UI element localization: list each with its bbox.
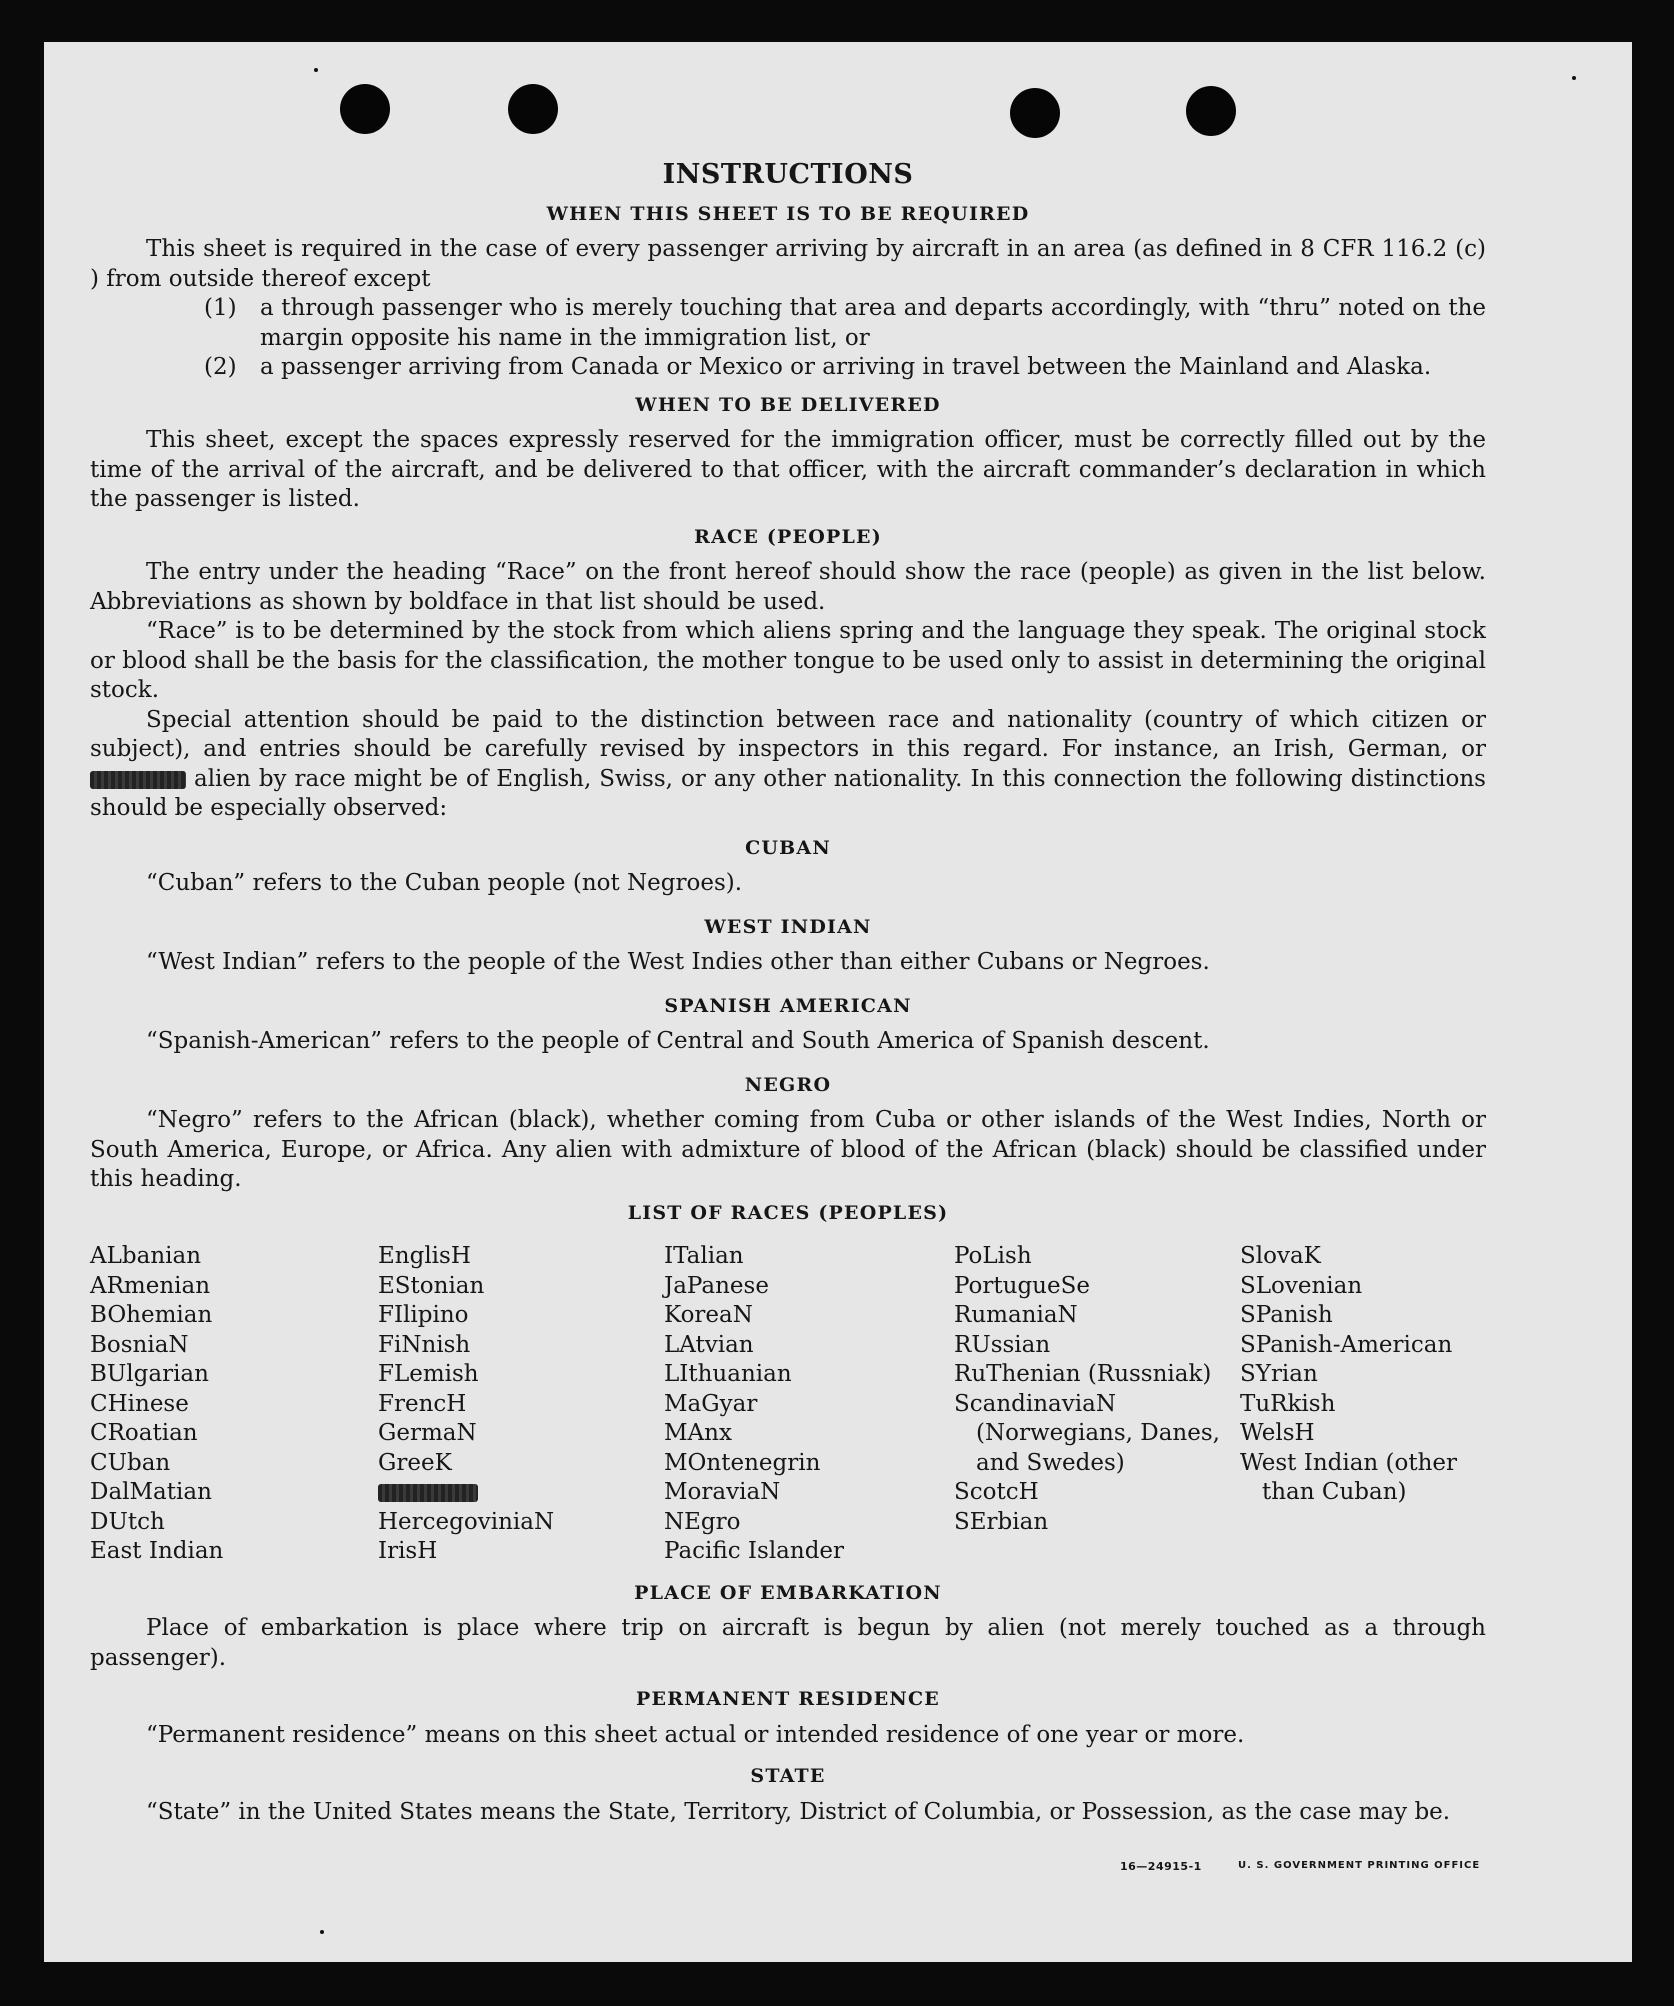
race-item: GermaN — [378, 1420, 477, 1446]
race-item: ScandinaviaN (Norwegians, Danes, and Swedes) — [954, 1390, 1220, 1476]
race-item: CRoatian — [90, 1420, 198, 1446]
race-item: CHinese — [90, 1390, 189, 1417]
race-item: Pacific Islander — [664, 1538, 845, 1564]
race-item: KoreaN — [664, 1302, 753, 1328]
race-item: BOhemian — [90, 1302, 213, 1328]
instructions-content — [90, 160, 1486, 1827]
item-number: (2) — [204, 354, 237, 380]
race-item: HercegoviniaN — [378, 1508, 555, 1535]
race-paragraph-2: “Race” is to be determined by the stock from which aliens spring and the language they speak. The original stock or blood shall be the basis for the classification, the mother tongue to be used only to assist in determining the original stock. — [90, 618, 1486, 703]
race-item: MaGyar — [664, 1390, 758, 1417]
race-item: FLemish — [378, 1361, 479, 1387]
race-item: SYrian — [1240, 1361, 1318, 1387]
race-item: DalMatian — [90, 1479, 212, 1505]
race-item: West Indian (other than Cuban) — [1240, 1449, 1458, 1505]
cuban-text: “Cuban” refers to the Cuban people (not Negroes). — [146, 870, 743, 896]
race-item: SPanish — [1240, 1302, 1333, 1328]
races-column-1 — [90, 1242, 378, 1567]
race-paragraph-1: The entry under the heading “Race” on the front hereof should show the race (people) as given in the list below. Abbreviations as shown by boldface in that list should be used. — [90, 559, 1486, 615]
required-intro: This sheet is required in the case of every passenger arriving by aircraft in an area (as defined in 8 CFR 116.2 (c) ) from outside thereof except — [90, 236, 1486, 292]
form-sheet — [44, 42, 1632, 1962]
race-item: EnglisH — [378, 1243, 471, 1269]
race-item: SPanish-American — [1240, 1331, 1453, 1358]
race-item: LAtvian — [664, 1331, 754, 1358]
race-item: FiNnish — [378, 1331, 471, 1358]
list-item — [204, 353, 1486, 383]
state-text: “State” in the United States means the State, Territory, District of Columbia, or Possession, as the case may be. — [146, 1798, 1451, 1825]
punch-hole — [1010, 88, 1060, 138]
race-item: CUban — [90, 1449, 171, 1476]
race-item: EStonian — [378, 1272, 485, 1299]
race-item: PoLish — [954, 1243, 1032, 1269]
race-item: TuRkish — [1240, 1390, 1336, 1417]
race-item: NEgro — [664, 1508, 741, 1535]
race-item: SErbian — [954, 1508, 1049, 1535]
heading-required: WHEN THIS SHEET IS TO BE REQUIRED — [546, 202, 1030, 225]
race-item: BUlgarian — [90, 1361, 209, 1387]
heading-state: STATE — [750, 1765, 826, 1787]
race-paragraph-3-end: alien by race might be of English, Swiss, or any other nationality. In this connection the following distinctions should be especially observed: — [90, 765, 1486, 821]
race-item: PortugueSe — [954, 1272, 1090, 1299]
embarkation-text: Place of embarkation is place where trip on aircraft is begun by alien (not merely touched as a through passenger). — [90, 1615, 1486, 1671]
race-item: MAnx — [664, 1420, 732, 1446]
heading-west-indian: WEST INDIAN — [704, 915, 872, 938]
heading-cuban: CUBAN — [745, 836, 831, 859]
item-text: a passenger arriving from Canada or Mexico or arriving in travel between the Mainland and Alaska. — [260, 354, 1432, 380]
race-item: FIlipino — [378, 1302, 469, 1328]
heading-embarkation: PLACE OF EMBARKATION — [634, 1581, 942, 1604]
punch-hole — [340, 84, 390, 134]
punch-hole — [1186, 86, 1236, 136]
redaction-mark — [90, 771, 186, 789]
race-item: East Indian — [90, 1538, 224, 1564]
heading-list-of-races: LIST OF RACES (PEOPLES) — [627, 1201, 949, 1224]
west-indian-text: “West Indian” refers to the people of the West Indies other than either Cubans or Negroes. — [146, 949, 1210, 975]
races-column-5 — [1240, 1242, 1486, 1567]
race-item: IrisH — [378, 1538, 438, 1564]
race-item: JaPanese — [664, 1272, 769, 1299]
page-title: INSTRUCTIONS — [662, 159, 914, 190]
race-item: SLovenian — [1240, 1272, 1363, 1299]
heading-race: RACE (PEOPLE) — [694, 525, 882, 548]
heading-negro: NEGRO — [744, 1073, 832, 1096]
race-item-redacted — [378, 1478, 664, 1508]
heading-residence: PERMANENT RESIDENCE — [636, 1688, 940, 1710]
race-item: RUssian — [954, 1331, 1051, 1358]
race-item: LIthuanian — [664, 1361, 792, 1387]
races-list — [90, 1242, 1486, 1567]
race-item: DUtch — [90, 1508, 165, 1535]
race-item: ALbanian — [90, 1243, 202, 1269]
spanish-american-text: “Spanish-American” refers to the people of Central and South America of Spanish descent. — [146, 1028, 1210, 1054]
race-paragraph-3-start: Special attention should be paid to the distinction between race and nationality (country of which citizen or subject), and entries should be carefully revised by inspectors in this regard. For instance, an Irish, German, or — [90, 706, 1486, 762]
race-item: MOntenegrin — [664, 1449, 821, 1476]
item-number: (1) — [204, 295, 237, 321]
delivered-text: This sheet, except the spaces expressly reserved for the immigration officer, must be correctly filled out by the time of the arrival of the aircraft, and be delivered to that officer, with the aircraft commander’s declaration in which the passenger is listed. — [90, 427, 1486, 512]
races-column-3 — [664, 1242, 954, 1567]
race-item: ScotcH — [954, 1479, 1039, 1505]
printing-office-imprint: U. S. GOVERNMENT PRINTING OFFICE — [1238, 1860, 1481, 1871]
negro-text: “Negro” refers to the African (black), whether coming from Cuba or other islands of the West Indies, North or South America, Europe, or Africa. Any alien with admixture of blood of the African (black) should be classified under this heading. — [90, 1107, 1486, 1192]
list-item — [204, 294, 1486, 353]
heading-spanish-american: SPANISH AMERICAN — [664, 994, 912, 1017]
speck — [1572, 76, 1576, 80]
heading-delivered: WHEN TO BE DELIVERED — [635, 393, 941, 416]
race-item: RuThenian (Russniak) — [954, 1361, 1212, 1387]
races-column-4 — [954, 1242, 1240, 1567]
punch-hole — [508, 84, 558, 134]
race-item: WelsH — [1240, 1420, 1315, 1446]
redaction-mark — [378, 1484, 478, 1502]
race-item: ITalian — [664, 1243, 744, 1269]
race-item: MoraviaN — [664, 1479, 781, 1505]
form-number: 16—24915-1 — [1120, 1860, 1202, 1873]
speck — [320, 1930, 324, 1934]
races-column-2 — [378, 1242, 664, 1567]
race-item: BosniaN — [90, 1331, 189, 1358]
race-item: FrencH — [378, 1390, 467, 1417]
race-item: SlovaK — [1240, 1243, 1321, 1269]
item-text: a through passenger who is merely touching that area and departs accordingly, with “thru” noted on the margin opposite his name in the immigration list, or — [260, 295, 1486, 351]
race-item: GreeK — [378, 1449, 452, 1476]
race-paragraph-3 — [90, 706, 1486, 824]
speck — [314, 68, 318, 72]
race-item: ARmenian — [90, 1272, 211, 1299]
residence-text: “Permanent residence” means on this sheet actual or intended residence of one year or more. — [146, 1721, 1245, 1748]
race-item: RumaniaN — [954, 1302, 1078, 1328]
